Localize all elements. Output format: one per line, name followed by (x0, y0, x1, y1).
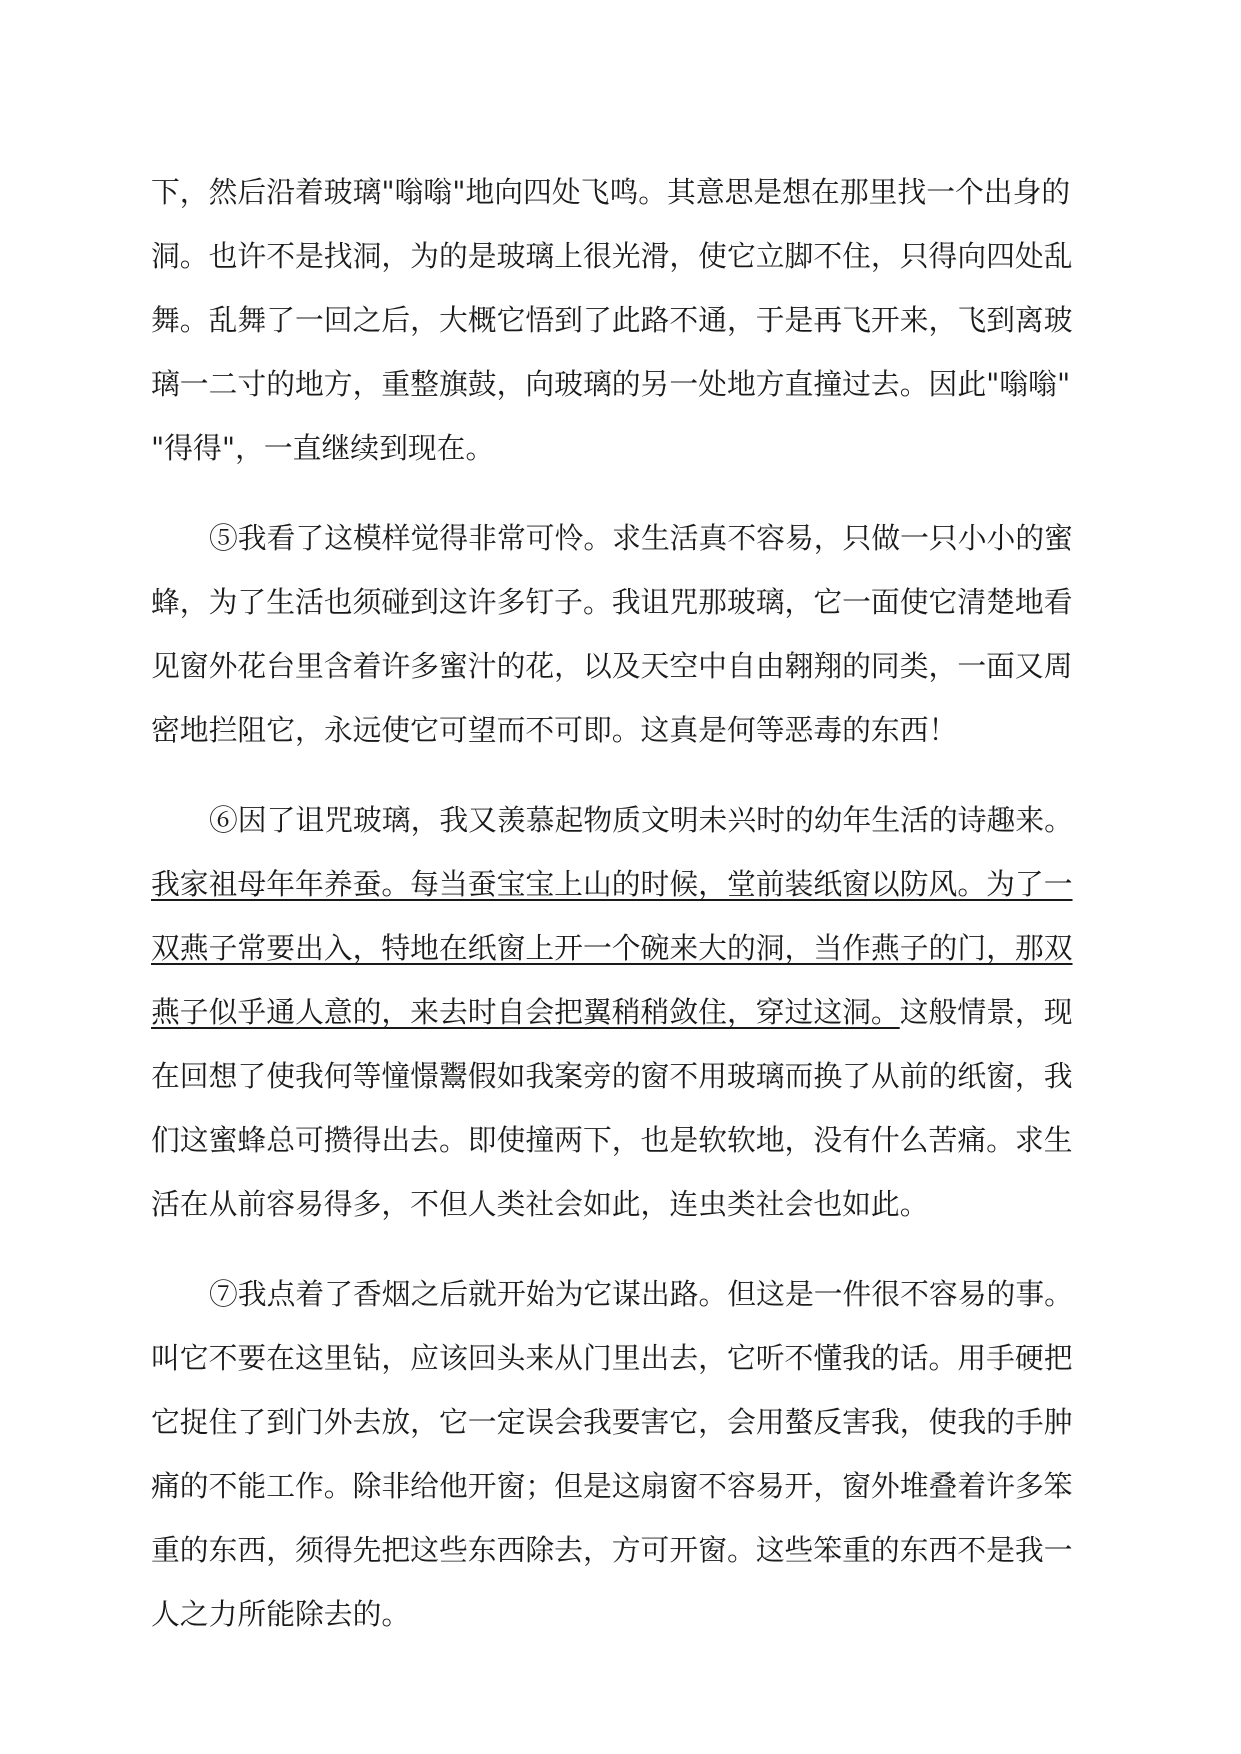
text-line: 痛的不能工作。除非给他开窗；但是这扇窗不容易开，窗外堆叠着许多笨 (151, 1469, 1073, 1503)
text-line: 叫它不要在这里钻，应该回头来从门里出去，它听不懂我的话。用手硬把 (151, 1341, 1073, 1375)
text-line: 它捉住了到门外去放，它一定误会我要害它，会用螯反害我，使我的手肿 (151, 1405, 1073, 1439)
text-line (151, 852, 1091, 916)
underlined-text: 我家祖母年年养蚕。每当蚕宝宝上山的时候，堂前装纸窗以防风。为了一 (151, 867, 1073, 901)
text-line: ⑤我看了这模样觉得非常可怜。求生活真不容易，只做一只小小的蜜 (209, 521, 1073, 555)
essay-text (151, 160, 1091, 1646)
text-line (151, 980, 1091, 1044)
paragraph-5 (151, 506, 1091, 762)
text-line: 蜂，为了生活也须碰到这许多钉子。我诅咒那玻璃，它一面使它清楚地看 (151, 585, 1073, 619)
paragraph-6 (151, 788, 1091, 1236)
text-line: 舞。乱舞了一回之后，大概它悟到了此路不通，于是再飞开来，飞到离玻 (151, 303, 1073, 337)
plain-text: 这般情景，现 (899, 995, 1073, 1029)
underlined-text: 双燕子常要出入，特地在纸窗上开一个碗来大的洞，当作燕子的门，那双 (151, 931, 1073, 965)
text-line: 在回想了使我何等憧憬鬻假如我案旁的窗不用玻璃而换了从前的纸窗，我 (151, 1059, 1073, 1093)
text-line: 们这蜜蜂总可攒得出去。即使撞两下，也是软软地，没有什么苦痛。求生 (151, 1123, 1073, 1157)
text-line: 下，然后沿着玻璃"嗡嗡"地向四处飞鸣。其意思是想在那里找一个出身的 (151, 175, 1071, 209)
underlined-text: 燕子似乎通人意的，来去时自会把翼稍稍敛住，穿过这洞。 (151, 995, 900, 1029)
text-line: 洞。也许不是找洞，为的是玻璃上很光滑，使它立脚不住，只得向四处乱 (151, 239, 1073, 273)
paragraph-7 (151, 1262, 1091, 1646)
text-line: 人之力所能除去的。 (151, 1597, 411, 1631)
text-line: 活在从前容易得多，不但人类社会如此，连虫类社会也如此。 (151, 1187, 929, 1221)
text-line: 重的东西，须得先把这些东西除去，方可开窗。这些笨重的东西不是我一 (151, 1533, 1073, 1567)
text-line: 璃一二寸的地方，重整旗鼓，向玻璃的另一处地方直撞过去。因此"嗡嗡" (151, 367, 1071, 401)
text-line: ⑦我点着了香烟之后就开始为它谋出路。但这是一件很不容易的事。 (209, 1277, 1073, 1311)
text-line: 见窗外花台里含着许多蜜汁的花，以及天空中自由翱翔的同类，一面又周 (151, 649, 1073, 683)
paragraph-4-continued (151, 160, 1091, 480)
text-line: "得得"，一直继续到现在。 (151, 431, 495, 465)
text-line (151, 916, 1091, 980)
text-line: ⑥因了诅咒玻璃，我又羡慕起物质文明未兴时的幼年生活的诗趣来。 (209, 803, 1073, 837)
text-line: 密地拦阻它，永远使它可望而不可即。这真是何等恶毒的东西！ (151, 713, 958, 747)
